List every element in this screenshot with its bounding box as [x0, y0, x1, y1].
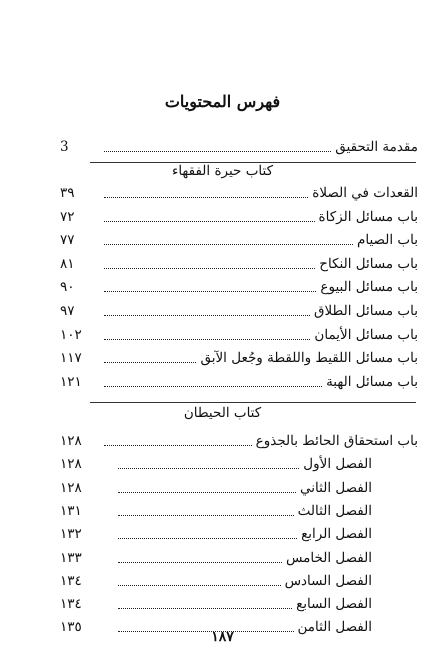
toc-entry-label: باب مسائل اللقيط واللقطة وجُعل الآبق	[200, 350, 418, 367]
toc-entry-label: باب مسائل الهبة	[326, 373, 418, 390]
leader-dots	[118, 492, 296, 493]
section-heading-1: كتاب حيرة الفقهاء	[171, 163, 274, 179]
leader-dots	[104, 291, 316, 292]
toc-entry	[58, 570, 418, 590]
toc-entry-label: باب مسائل الطلاق	[314, 303, 418, 319]
toc-entry	[58, 300, 418, 320]
toc-entry-page: ٩٧	[60, 303, 75, 319]
toc-entry-label: الفصل الثامن	[297, 619, 372, 636]
toc-entry-label: باب مسائل النكاح	[319, 255, 418, 272]
toc-entry	[58, 347, 418, 367]
toc-entry-intro	[58, 136, 418, 156]
section-divider	[90, 402, 416, 403]
leader-dots	[104, 197, 308, 198]
toc-entry-page: ١٢٨	[60, 433, 82, 449]
toc-entry	[58, 453, 418, 473]
toc-entry-label: الفصل الثالث	[297, 502, 372, 519]
leader-dots	[104, 445, 252, 446]
leader-dots	[118, 562, 282, 563]
toc-entry	[58, 523, 418, 543]
leader-dots	[118, 608, 292, 609]
toc-entry-page: ١٣٣	[60, 549, 82, 566]
toc-entry	[58, 547, 418, 567]
toc-entry-page: ١٠٢	[60, 326, 82, 343]
toc-entry	[58, 500, 418, 520]
leader-dots	[104, 386, 322, 387]
toc-entry-page: ٧٧	[60, 232, 75, 249]
toc-entry	[58, 229, 418, 249]
toc-entry	[58, 593, 418, 613]
leader-dots	[104, 339, 310, 340]
toc-entry-label: الفصل الثاني	[300, 479, 372, 496]
leader-dots	[104, 362, 196, 363]
toc-entry-label: باب مسائل البيوع	[320, 279, 418, 296]
toc-entry-label: باب الصيام	[357, 232, 418, 249]
page-number: ١٨٧	[211, 629, 234, 645]
leader-dots	[104, 244, 353, 245]
leader-dots	[104, 221, 315, 222]
toc-entry-label: الفصل الرابع	[301, 526, 372, 543]
toc-entry-page: ٨١	[60, 255, 75, 272]
toc-entry-page: ٣٩	[60, 185, 75, 201]
toc-entry	[58, 276, 418, 296]
toc-entry	[58, 253, 418, 273]
toc-entry-label: الفصل السادس	[284, 572, 372, 589]
toc-entry-page: ١٣١	[60, 502, 82, 519]
toc-entry-label: باب استحقاق الحائط بالجذوع	[255, 433, 418, 449]
leader-dots	[118, 468, 299, 469]
toc-entry-page: ١٣٤	[60, 572, 82, 589]
toc-entry	[58, 371, 418, 391]
toc-entry-page: ١١٧	[60, 350, 82, 367]
leader-dots	[104, 268, 315, 269]
toc-entry	[58, 324, 418, 344]
toc-entry-label: الفصل السابع	[296, 596, 372, 613]
leader-dots	[118, 585, 281, 586]
toc-entry-page: ١٣٢	[60, 526, 82, 543]
toc-entry-page: 3	[60, 139, 69, 155]
toc-entry-label: باب مسائل الزكاة	[318, 208, 418, 225]
toc-entry	[58, 430, 418, 450]
toc-entry-label: باب مسائل الأيمان	[314, 326, 418, 343]
toc-entry-page: ٧٢	[60, 208, 75, 225]
toc-entry-page: ١٢٨	[60, 479, 82, 496]
toc-entry-page: ١٣٤	[60, 596, 82, 613]
toc-entry-page: ١٢٨	[60, 456, 82, 473]
section-heading-2: كتاب الحيطان	[183, 405, 262, 421]
toc-entry	[58, 206, 418, 226]
toc-entry-page: ١٢١	[60, 373, 82, 390]
leader-dots	[118, 538, 297, 539]
leader-dots	[104, 151, 331, 152]
toc-entry-label: القعدات في الصلاة	[312, 185, 418, 201]
leader-dots	[118, 515, 294, 516]
toc-entry	[58, 182, 418, 202]
toc-entry-label: مقدمة التحقيق	[335, 139, 418, 155]
leader-dots	[104, 315, 310, 316]
toc-entry	[58, 477, 418, 497]
toc-entry-label: الفصل الأول	[303, 456, 372, 473]
toc-entry-page: ١٣٥	[60, 619, 82, 636]
toc-entry-page: ٩٠	[60, 279, 75, 296]
toc-entry-label: الفصل الخامس	[285, 549, 372, 566]
page-title: فهرس المحتويات	[164, 92, 281, 111]
